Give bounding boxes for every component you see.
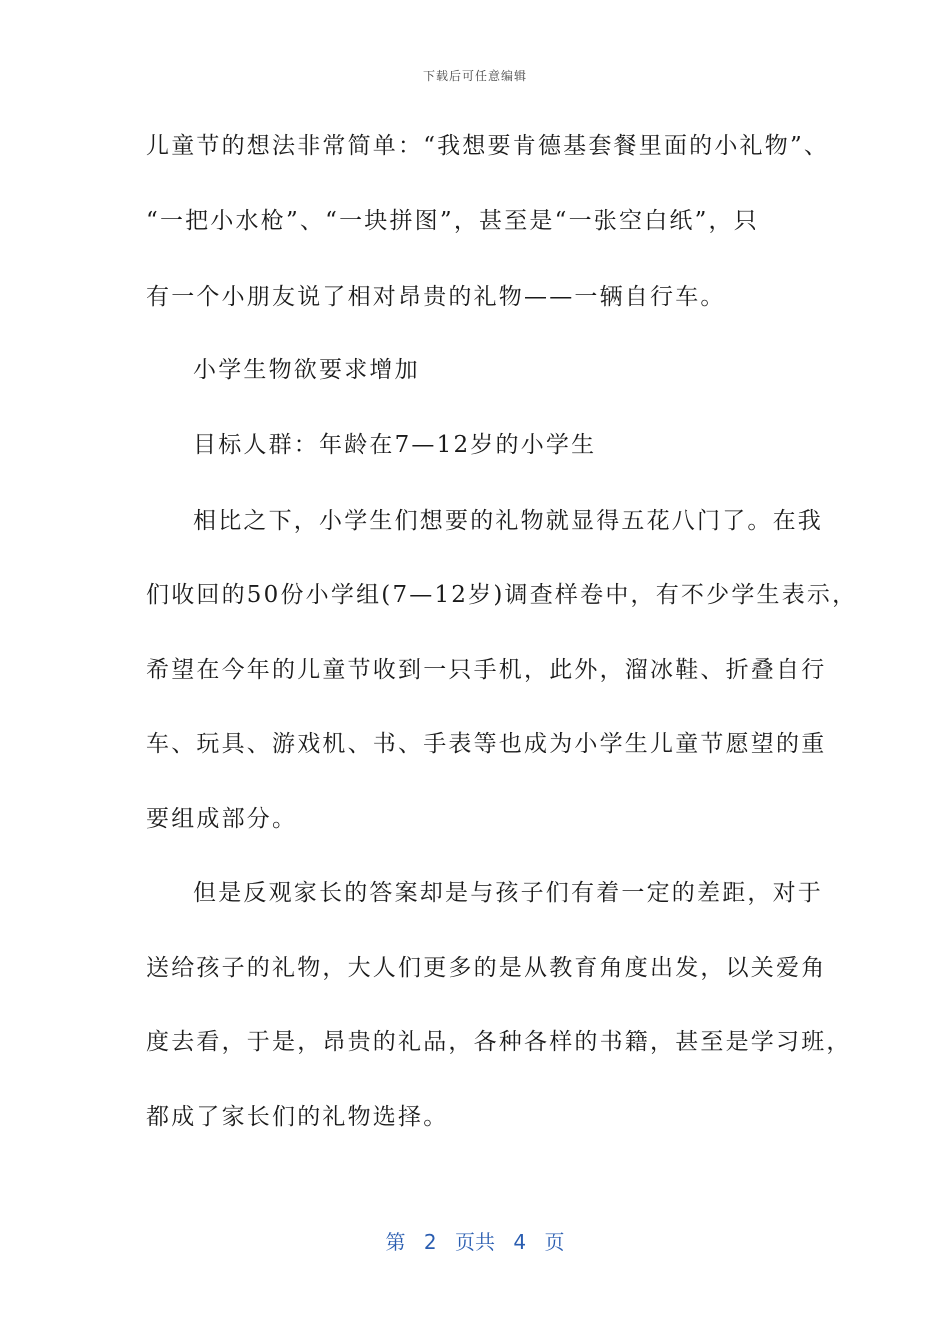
text-line: 希望在今年的儿童节收到一只手机，此外，溜冰鞋、折叠自行 [146, 657, 827, 683]
page-header: 下载后可任意编辑 [422, 69, 527, 83]
page-number: 2 [423, 1230, 437, 1254]
total-pages: 4 [513, 1230, 527, 1254]
page-footer [0, 1226, 950, 1255]
text-line: 车、玩具、游戏机、书、手表等也成为小学生儿童节愿望的重 [146, 731, 827, 757]
text-line: 有一个小朋友说了相对昂贵的礼物——一辆自行车。 [146, 284, 726, 310]
text-line: 们收回的50份小学组(7—12岁)调查样卷中，有不少学生表示， [146, 582, 858, 608]
text-line: 相比之下，小学生们想要的礼物就显得五花八门了。在我 [193, 508, 823, 534]
text-line: 送给孩子的礼物，大人们更多的是从教育角度出发，以关爱角 [146, 955, 827, 981]
text-line: 要组成部分。 [146, 806, 298, 832]
text-line: 目标人群：年龄在7—12岁的小学生 [193, 432, 597, 458]
text-line: 但是反观家长的答案却是与孩子们有着一定的差距，对于 [193, 880, 823, 906]
section-heading: 小学生物欲要求增加 [193, 357, 420, 383]
text-line: “一把小水枪”、“一块拼图”，甚至是“一张空白纸”，只 [146, 208, 759, 234]
text-line: 都成了家长们的礼物选择。 [146, 1104, 449, 1130]
page-suffix: 页 [544, 1230, 565, 1254]
text-line: 儿童节的想法非常简单：“我想要肯德基套餐里面的小礼物”、 [146, 133, 830, 159]
page-mid: 页共 [455, 1230, 495, 1254]
text-line: 度去看，于是，昂贵的礼品，各种各样的书籍，甚至是学习班， [146, 1029, 852, 1055]
page-prefix: 第 [385, 1230, 406, 1254]
